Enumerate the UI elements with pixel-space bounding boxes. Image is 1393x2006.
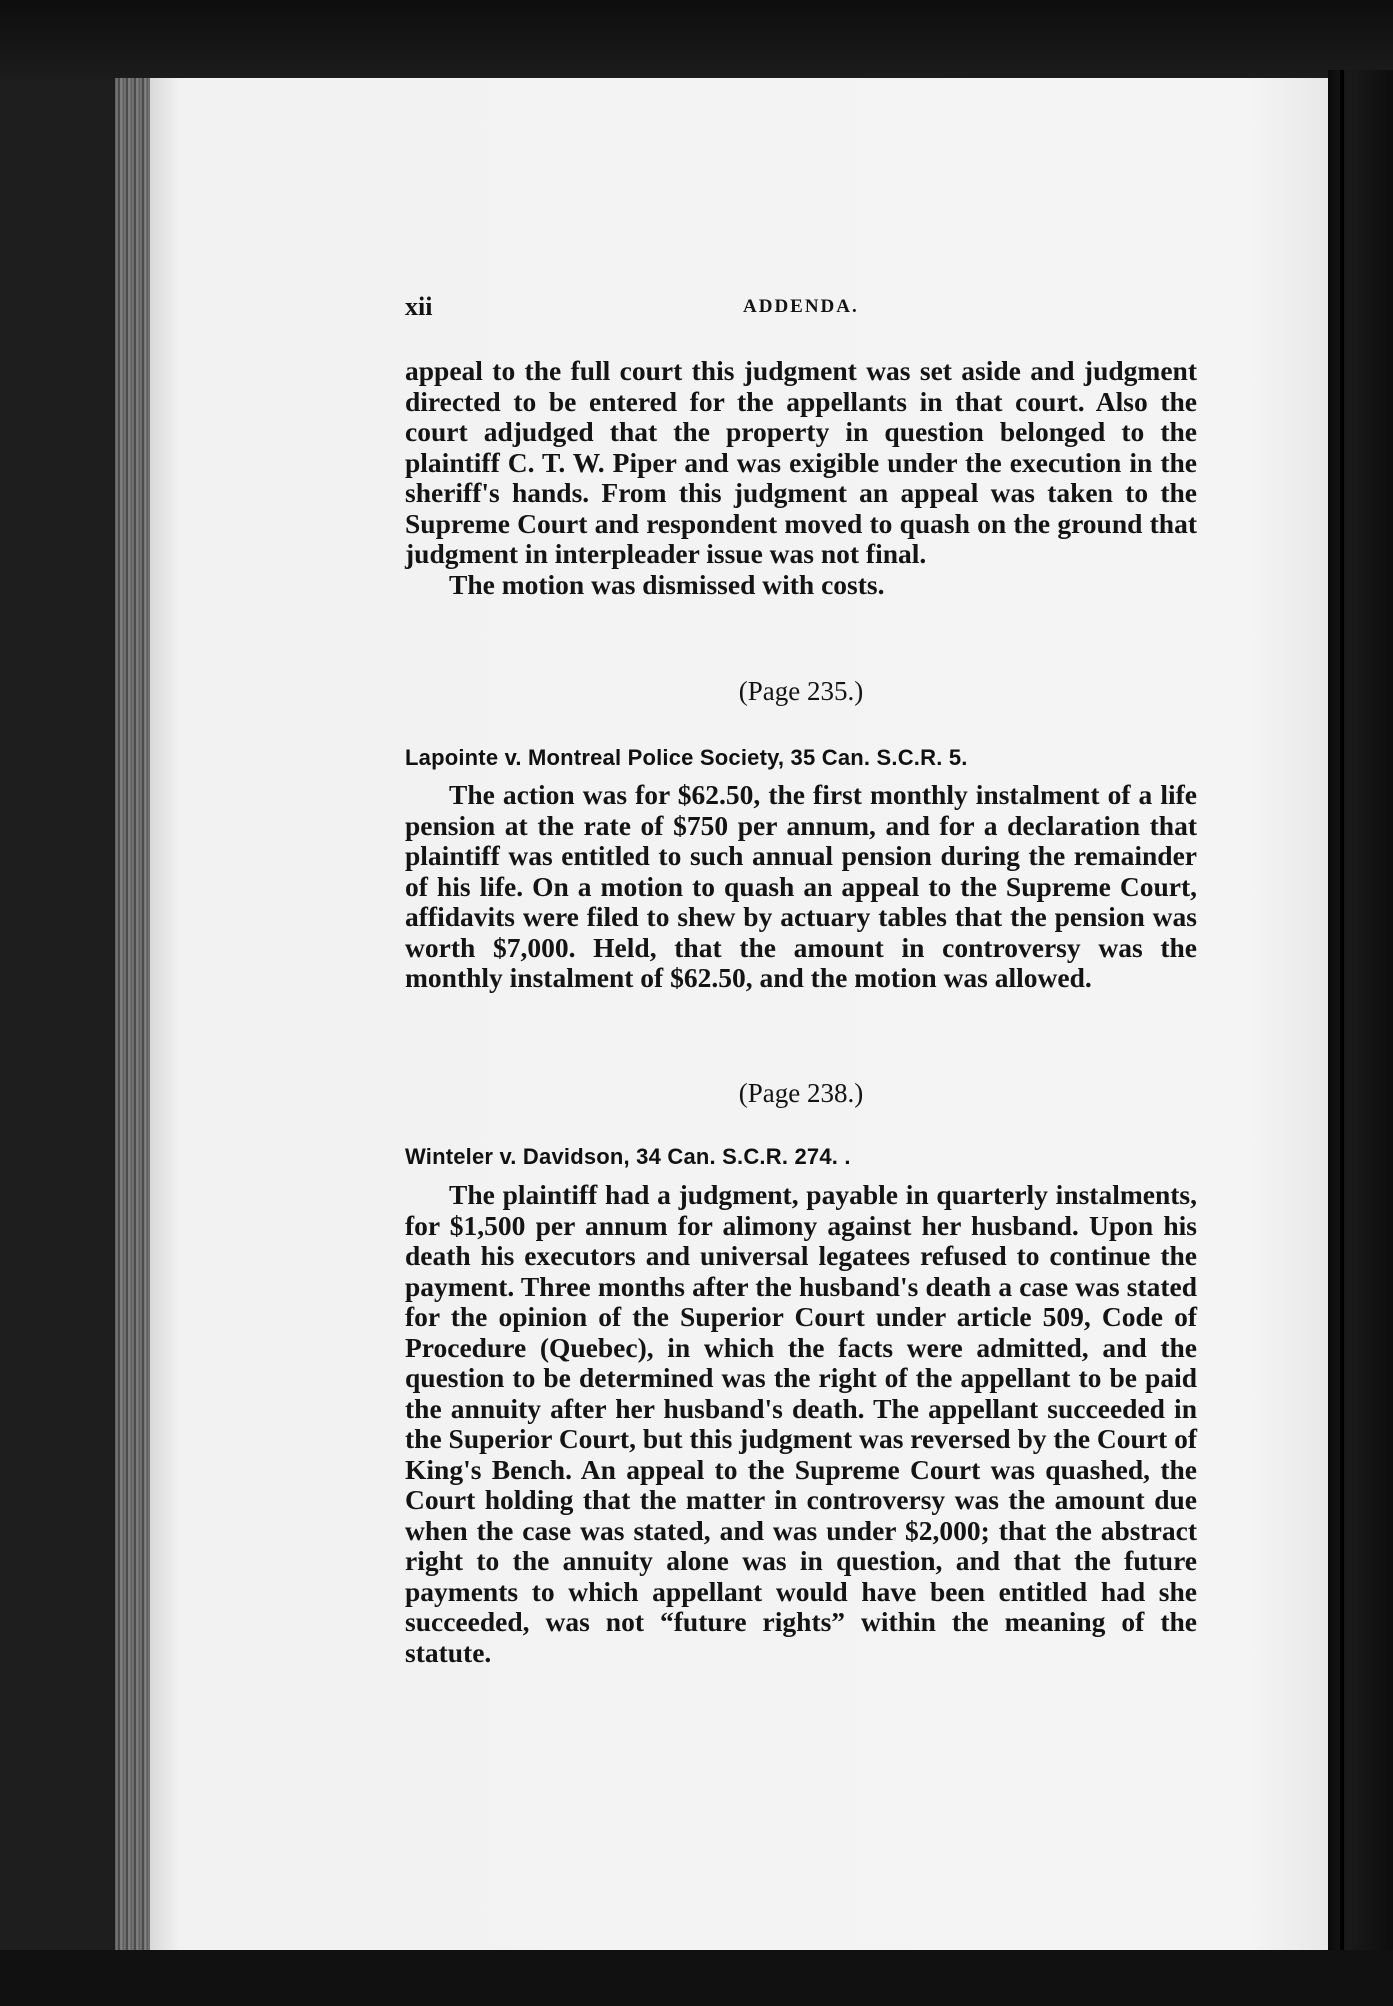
bottom-margin [0,1950,1393,2006]
page-number: xii [405,292,433,321]
right-edge-line [1340,70,1344,1960]
paragraph: The plaintiff had a judgment, payable in quarterly instalments, for $1,500 per annum for alimony against her husband. Upon his death his executors and universal legatees refused to continue the payment. Three months after the husband's death a case was stated for the opinion of the Superior Court under article 509, Code of Procedure (Quebec), in which the facts were admitted, and the question to be determined was the right of the appellant to be paid the annuity after her husband's death. The appellant succeeded in the Superior Court, but this judgment was reversed by the Court of King's Bench. An appeal to the Supreme Court was quashed, the Court holding that the matter in controversy was the amount due when the case was stated, and was under $2,000; that the abstract right to the annuity alone was in question, and that the future payments to which appellant would have been entitled had she succeeded, was not “future rights” within the meaning of the statute. [405,1179,1197,1668]
paragraph: appeal to the full court this judgment was set aside and judgment directed to be entered for the appellants in that court. Also the court adjudged that the property in question belonged to the plaintiff C. T. W. Piper and was exigible under the execution in the sheriff's hands. From this judgment an appeal was taken to the Supreme Court and respondent moved to quash on the ground that judgment in interpleader issue was not final. [405,355,1197,569]
top-margin [0,0,1393,80]
page-reference: (Page 235.) [738,676,864,706]
page-reference: (Page 238.) [738,1078,864,1108]
paragraph: The motion was dismissed with costs. [449,568,885,600]
case-summary [405,780,1197,994]
case-summary [405,1180,1197,1668]
paragraph: The action was for $62.50, the first monthly instalment of a life pension at the rate of $750 per annum, and for a declaration that plaintiff was entitled to such annual pension during the remainder of his life. On a motion to quash an appeal to the Supreme Court, affidavits were filed to shew by actuary tables that the pension was worth $7,000. Held, that the amount in controversy was the monthly instalment of $62.50, and the motion was allowed. [405,779,1197,993]
continued-text [405,356,1197,600]
page-header [405,292,1205,332]
running-head: ADDENDA. [743,296,859,317]
right-page-edge [1328,70,1393,1960]
case-title: Lapointe v. Montreal Police Society, 35 Can. S.C.R. 5. [405,745,968,770]
case-title: Winteler v. Davidson, 34 Can. S.C.R. 274. . [405,1144,851,1169]
